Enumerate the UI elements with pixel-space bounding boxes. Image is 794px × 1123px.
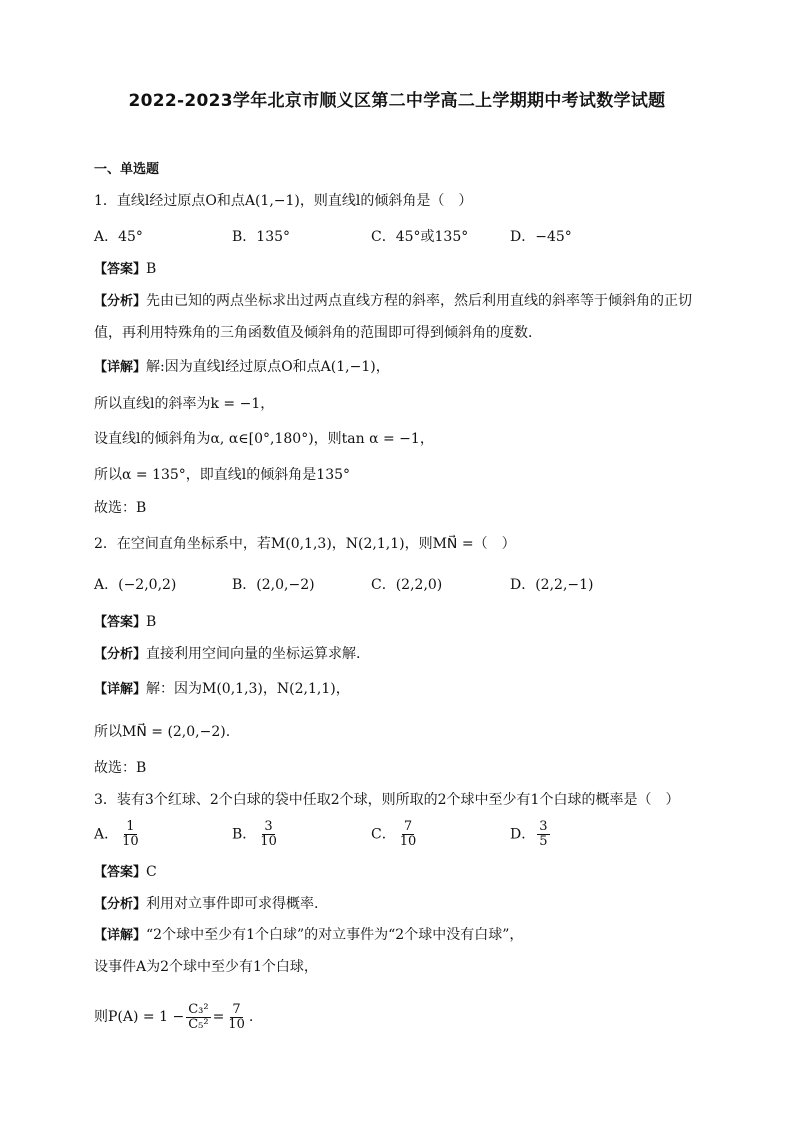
answer-tag: 【答案】: [94, 865, 147, 880]
detail-tag: 【详解】: [94, 360, 147, 375]
fraction-denominator: 10: [228, 1016, 245, 1032]
q1-analysis: [94, 291, 692, 312]
formula-equals: =: [212, 1009, 225, 1025]
q3-option-a: [94, 820, 143, 849]
q2-detail-text-2: 所以MN⃗ = (2,0,−2).: [94, 724, 231, 740]
q3-answer: [94, 862, 157, 883]
analysis-tag: 【分析】: [94, 294, 147, 309]
answer-tag: 【答案】: [94, 262, 147, 277]
q1-detail-text-3: 设直线l的倾斜角为α, α∈[0°,180°)，则tan α = −1，: [94, 431, 434, 447]
q1-option-b: B．135°: [232, 229, 291, 245]
fraction-denominator: 10: [399, 834, 417, 849]
formula-prefix: 则P(A) = 1 −: [94, 1009, 185, 1025]
fraction-numerator: 7: [403, 819, 413, 834]
q3-detail-text-2: 设事件A为2个球中至少有1个白球，: [94, 959, 318, 975]
analysis-tag: 【分析】: [94, 897, 147, 912]
q1-option-c: C．45°或135°: [371, 229, 469, 245]
q3-option-b-label: B．: [232, 826, 257, 843]
q3-option-c-label: C．: [371, 826, 396, 843]
answer-tag: 【答案】: [94, 615, 147, 630]
q3-option-a-fraction: [120, 820, 141, 849]
q1-detail-text-4: 所以α = 135°，即直线l的倾斜角是135°: [94, 467, 351, 483]
fraction-denominator: 5: [539, 834, 548, 849]
q2-option-b: B．(2,0,−2): [232, 577, 315, 593]
q1-detail: [94, 357, 390, 378]
q1-stem: 1．直线l经过原点O和点A(1,−1)，则直线l的倾斜角是（ ）: [94, 193, 473, 209]
q2-detail-text-3: 故选：B: [94, 760, 147, 776]
q3-analysis-text: 利用对立事件即可求得概率.: [146, 896, 319, 912]
q2-detail-text-1: 解：因为M(0,1,3)，N(2,1,1)，: [146, 681, 350, 697]
q2-option-d: D．(2,2,−1): [510, 577, 594, 593]
q3-detail-formula: [94, 1000, 253, 1034]
q3-option-a-label: A．: [94, 826, 119, 843]
fraction-denominator: 10: [260, 834, 277, 849]
q2-option-a: A．(−2,0,2): [94, 577, 177, 593]
q1-answer-value: B: [146, 261, 157, 277]
q3-detail-text-1: “2个球中至少有1个白球”的对立事件为“2个球中没有白球”，: [146, 927, 524, 943]
combination-fraction: [186, 1003, 210, 1032]
q2-option-c: C．(2,2,0): [371, 577, 443, 593]
q3-stem: 3．装有3个红球、2个白球的袋中任取2个球，则所取的2个球中至少有1个白球的概率是（ ）: [94, 792, 680, 808]
fraction-numerator: 1: [126, 819, 135, 834]
fraction-denominator: C₅²: [188, 1016, 209, 1032]
q3-detail: [94, 925, 523, 946]
q3-analysis: [94, 894, 318, 915]
q3-option-d-fraction: [537, 820, 549, 849]
q1-option-a: A．45°: [94, 229, 143, 245]
q3-answer-value: C: [146, 864, 157, 880]
fraction-numerator: C₃²: [188, 1001, 209, 1017]
q1-option-d: D．−45°: [510, 229, 572, 245]
section-heading: 一、单选题: [94, 162, 160, 177]
result-fraction: [226, 1003, 247, 1032]
q3-option-d-label: D．: [510, 826, 536, 843]
q2-detail: [94, 679, 350, 700]
formula-end: .: [248, 1009, 254, 1025]
q2-analysis-text: 直接利用空间向量的坐标运算求解.: [146, 646, 361, 662]
detail-tag: 【详解】: [94, 928, 147, 943]
q2-stem: 2．在空间直角坐标系中，若M(0,1,3)，N(2,1,1)，则MN⃗ =（ ）: [94, 536, 516, 552]
q3-option-d: [510, 820, 552, 849]
fraction-numerator: 7: [232, 1001, 241, 1017]
q3-option-b: [232, 820, 281, 849]
document-title: 2022-2023学年北京市顺义区第二中学高二上学期期中考试数学试题: [128, 91, 666, 111]
q2-answer-value: B: [146, 614, 157, 630]
fraction-numerator: 3: [264, 819, 273, 834]
fraction-denominator: 10: [122, 834, 139, 849]
q2-analysis: [94, 644, 360, 665]
q1-answer: [94, 259, 156, 280]
detail-tag: 【详解】: [94, 682, 147, 697]
q1-detail-text-2: 所以直线l的斜率为k = −1，: [94, 396, 275, 412]
analysis-tag: 【分析】: [94, 647, 147, 662]
q3-option-c: [371, 820, 420, 849]
q1-detail-text-1: 解:因为直线l经过原点O和点A(1,−1)，: [146, 359, 390, 375]
q2-answer: [94, 612, 156, 633]
q1-analysis-text-2: 值，再利用特殊角的三角函数值及倾斜角的范围即可得到倾斜角的度数．: [94, 325, 542, 341]
q1-analysis-text-1: 先由已知的两点坐标求出过两点直线方程的斜率，然后利用直线的斜率等于倾斜角的正切: [146, 293, 693, 309]
q1-detail-text-5: 故选：B: [94, 500, 147, 516]
q3-option-c-fraction: [398, 820, 419, 849]
q3-option-b-fraction: [258, 820, 279, 849]
fraction-numerator: 3: [539, 819, 548, 834]
